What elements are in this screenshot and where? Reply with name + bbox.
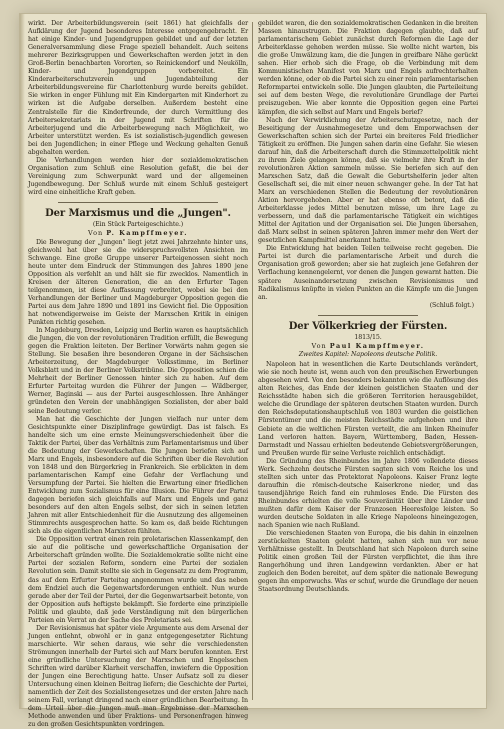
section-rule bbox=[58, 202, 218, 203]
left-top-paragraph: Die Verhandlungen werden hier der sozialdemokratischen Organisation zum Schluß eine Resolution gefaßt, die bei der Vereinigung zum Schwerpunkt ward und der allgemeinen Jugendbewegung. Der Schluß wurde mit einem Schluß gesteigert wird eine einheitliche Kraft geben. bbox=[28, 156, 248, 196]
article-paragraph: Die Gründung des Rheinbundes im Jahre 1806 vollendete dieses Werk. Sechzehn deutsche Fürsten sagten sich vom Reiche los und stellten sich unter das Protektorat Napoleons. Kaiser Franz legte daraufhin die römisch-deutsche Kaiserkrone nieder, und das tausendjährige Reich fand ein ruhmloses Ende. Die Fürsten des Rheinbundes erhielten die volle Souveränität über ihre Länder und mußten dafür dem Kaiser der Franzosen Heeresfolge leisten. So wurden deutsche Soldaten in alle Kriege Napoleons hineingezogen, nach Spanien wie nach Rußland. bbox=[258, 457, 478, 530]
left-top-paragraph: wirkt. Der Arbeiterbildungsverein (seit 1861) hat gleichfalls der Aufklärung der Jugend besonderes Interesse entgegengebracht. Er hat einige Kinder- und Jugendgruppen gebildet und auf der letzten Generalversammlung diese Frage speziell behandelt. Auch seitens mehrerer Bezirksgruppen und Gewerkschaften werden jetzt in den Groß-Berlin benachbarten Vororten, so Reinickendorf und Neukölln, Kinder- und Jugendgruppen vorbereitet. Ein Kinderarbeiterschutzverein und Jugendabteilung der Arbeiterbildungsvereine für Charlottenburg wurde bereits gebildet. Sie wirken in enger Fühlung mit Ein Kindergarten mit Kinderhort zu wirken ist die Aufgabe derselben. Außerdem besteht eine Zentralstelle für die Kinderfreunde, der durch Vermittlung des Arbeitersekretariats in der Jugend mit Schriften für die Arbeiterjugend und die Arbeiterbewegung nach Möglichkeit, wo Arbeiter unterstützt werden. Es ist sozialistisch-jugendlich gewesen bei den Jugendlichen; in einer Pflege und Weckung gehalten Genuß abgehalten werden. bbox=[28, 20, 248, 156]
column-divider bbox=[252, 22, 253, 700]
right-top-paragraph: gebildet waren, die den sozialdemokratischen Gedanken in die breiten Massen hinaustrugen. Die Fraktion dagegen glaubte, daß auf parlamentarischem Gebiet zunächst durch Reformen die Lage der Arbeiterklasse gehoben werden müsse. Sie wollte nicht warten, bis die große Umwälzung kam, die die Jungen in greifbare Nähe gerückt sahen. Hier erhob sich die Frage, ob die Verbindung mit dem Kommunistischen Manifest von Marx und Engels aufrechterhalten werden könne, oder ob die Partei sich zu einer rein parlamentarischen Reformpartei entwickeln solle. Die Jungen glaubten, die Parteileitung sei auf dem besten Wege, die revolutionäre Grundlage der Partei preiszugeben. Wie aber konnte die Opposition gegen eine Partei kämpfen, die sich selbst auf Marx und Engels berief? bbox=[258, 20, 478, 116]
continuation-note: (Schluß folgt.) bbox=[429, 301, 474, 309]
article-paragraph: Napoleon hat in wesentlichen die Karte Deutschlands verändert, wie sie noch heute ist, wenn auch von den preußischen Erwerbungen abgesehen wird. Von den besonders bekannten wie die Auflösung des alten Reiches, das Ende der kleinen geistlichen Staaten und der Reichsstädte haben sich die größeren Territorien herausgebildet, welche die Grundlage der späteren deutschen Staaten wurden. Durch den Reichsdeputationshauptschluß von 1803 wurden die geistlichen Fürstentümer und die meisten Reichsstädte aufgehoben und ihre Gebiete an die weltlichen Fürsten verteilt, die am linken Rheinufer Land verloren hatten. Bayern, Württemberg, Baden, Hessen-Darmstadt und Nassau erhielten bedeutende Gebietsvergrößerungen, und Preußen wurde für seine Verluste reichlich entschädigt. bbox=[258, 361, 478, 457]
article-paragraph: In Magdeburg, Dresden, Leipzig und Berlin waren es hauptsächlich die Jungen, die von der revolutionären Tradition erfüllt, die Bewegung gegen die Fraktion leiteten. Der Berliner Vorwärts nahm gegen sie Stellung. Sie besaßen ihre besonderen Organe in der Sächsischen Arbeiterzeitung, der Magdeburger Volksstimme, im Berliner Volksblatt und in der Berliner Volkstribüne. Die Opposition schien die Mehrheit der Berliner Genossen hinter sich zu haben. Auf dem Erfurter Parteitag wurden die Führer der Jungen — Wildberger, Werner, Baginski — aus der Partei ausgeschlossen. Ihre Anhänger gründeten den Verein der unabhängigen Sozialisten, der aber bald seine Bedeutung verlor. bbox=[28, 327, 248, 415]
byline-prefix: Von bbox=[87, 229, 104, 238]
article-byline bbox=[28, 229, 248, 238]
article-paragraph: Man hat die Geschichte der Jungen vielfach nur unter dem Gesichtspunkte einer Disziplinfrage gewürdigt. Das ist falsch. Es handelte sich um eine ernste Meinungsverschiedenheit über die Taktik der Partei, über das Verhältnis zum Parlamentarismus und über die Bedeutung der Gewerkschaften. Die Jungen beriefen sich auf Marx und Engels, insbesondere auf die Schriften über die Revolution von 1848 und den Bürgerkrieg in Frankreich. Sie erblickten in dem parlamentarischen Kampf eine Gefahr der Verflachung und Versumpfung der Partei. Sie hielten die Erwartung einer friedlichen Entwicklung zum Sozialismus für eine Illusion. Die Führer der Partei dagegen beriefen sich gleichfalls auf Marx und Engels und ganz besonders auf den alten Engels selbst, der sich in seinen letzten Jahren mit aller Entschiedenheit für die Ausnutzung des allgemeinen Stimmrechts ausgesprochen hatte. So kam es, daß beide Richtungen sich als die eigentlichen Marxisten fühlten. bbox=[28, 415, 248, 536]
article-byline bbox=[258, 342, 478, 351]
article-years: 1813/15. bbox=[354, 333, 382, 341]
byline-prefix: Von bbox=[311, 341, 327, 350]
article-paragraph: Die Opposition vertrat einen rein proletarischen Klassenkampf, den sie auf die politische und gewerkschaftliche Organisation der Arbeiterschaft gründen wollte. Die Sozialdemokratie sollte nicht eine Partei der sozialen Reform, sondern eine Partei der sozialen Revolution sein. Damit stellte sie sich in Gegensatz zu dem Programm, das auf dem Erfurter Parteitag angenommen wurde und das neben dem Endziel auch die Gegenwartsforderungen enthielt. Nun wurde gerade aber der Teil der Partei, der die Gegenwartsarbeit betonte, von der Opposition aufs heftigste bekämpft. Sie forderte eine prinzipielle Politik und glaubte, daß jede Verständigung mit den bürgerlichen Parteien ein Verrat an der Sache des Proletariats sei. bbox=[28, 536, 248, 624]
right-column bbox=[258, 20, 478, 702]
section-rule bbox=[318, 315, 418, 316]
article-subtitle: (Ein Stück Parteigeschichte.) bbox=[92, 221, 184, 229]
byline-author: P. Kampffmeyer. bbox=[106, 229, 188, 238]
article-paragraph: Der Revisionismus hat später viele Argumente aus dem Arsenal der Jungen entlehnt, obwohl er in ganz entgegengesetzter Richtung marschierte. Wir sehen daraus, wie sehr die verschiedensten Strömungen innerhalb der Partei sich auf Marx berufen konnten. Erst eine gründliche Untersuchung der Marxschen und Engelsschen Schriften wird darüber Klarheit verschaffen, inwiefern die Opposition der Jungen eine Berechtigung hatte. Unser Aufsatz soll zu dieser Untersuchung einen kleinen Beitrag liefern; die Geschichte der Partei, namentlich der Zeit des Sozialistengesetzes und der ersten Jahre nach seinem Fall, verlangt dringend nach einer gründlichen Bearbeitung. In dem Urteil über die Jungen muß man Ergebnisse der Marxschen Methode anwenden und über Fraktions- und Personenfragen hinweg zu den großen Gesichtspunkten vordringen. bbox=[28, 624, 248, 729]
article-title-voelkerkrieg: Der Völkerkrieg der Fürsten. bbox=[288, 320, 448, 332]
left-column bbox=[28, 20, 248, 729]
article-title-marxismus: Der Marxismus und die „Jungen". bbox=[45, 208, 231, 220]
article-paragraph: Die Bewegung der „Jungen" liegt jetzt zwei Jahrzehnte hinter uns, gleichwohl hat über sie die widerspruchsvollsten Ansichten im Schwange. Eine große Gruppe unserer Parteigenossen sieht noch heute unter dem Eindruck der Stimmungen des Jahres 1890 jene Opposition als verfehlt an und hält sie für zwecklos. Namentlich in Kreisen der älteren Generation, die an den Erfurter Tagen teilgenommen, ist diese Auffassung verbreitet, wobei sie bei den Verhandlungen der Berliner und Magdeburger Opposition gegen die Partei aus dem Jahre 1890 und 1891 ins Gewicht fiel. Die Opposition hat notwendigerweise im Geiste der Marxschen Kritik in einigen Punkten richtig gesehen. bbox=[28, 238, 248, 326]
page-gutter-shadow bbox=[20, 14, 25, 708]
newspaper-page bbox=[20, 14, 486, 729]
article-paragraph: Die verschiedenen Staaten von Europa, die bis dahin in einzelnen zerstückelten Staaten gelebt hatten, sahen sich nun vor neue Verhältnisse gestellt. In Deutschland hat sich Napoleon durch seine Politik einen großen Teil der Fürsten verpflichtet, die ihm ihre Rangerhöhung und ihren Landgewinn verdankten. Aber er hat zugleich den Boden bereitet, auf dem später die nationale Bewegung gegen ihn emporwuchs. Was er schuf, wurde die Grundlage der neuen Staatsordnung Deutschlands. bbox=[258, 530, 478, 594]
right-top-paragraph: Die Entwicklung hat beiden Teilen teilweise recht gegeben. Die Partei ist durch die parlamentarische Arbeit und durch die Organisation groß geworden; aber sie hat zugleich jene Gefahren der Verflachung kennengelernt, vor denen die Jungen gewarnt hatten. Die spätere Auseinandersetzung zwischen Revisionismus und Radikalismus knüpfte in vielen Punkten an die Kämpfe um die Jungen an. bbox=[258, 245, 478, 301]
byline-author: Paul Kampffmeyer. bbox=[329, 341, 425, 350]
right-top-paragraph: Nach der Verwirklichung der Arbeiterschutzgesetze, nach der Beseitigung der Ausnahmegesetze und dem Emporwachsen der Gewerkschaften schien sich der Partei ein breiteres Feld friedlicher Tätigkeit zu eröffnen. Die Jungen sahen darin eine Gefahr. Sie wiesen darauf hin, daß die Arbeiterschaft durch die Stimmzettelpolitik nicht zu ihrem Ziele gelangen könne, daß sie vielmehr ihre Kraft in der revolutionären Aktion sammeln müsse. Sie beriefen sich auf den Marxschen Satz, daß die Gewalt die Geburtshelferin jeder alten Gesellschaft sei, die mit einer neuen schwanger gehe. In der Tat hat Marx an verschiedenen Stellen die Bedeutung der revolutionären Aktion hervorgehoben. Aber er hat ebenso oft betont, daß die Arbeiterklasse jedes Mittel benutzen müsse, um ihre Lage zu verbessern, und daß die parlamentarische Tätigkeit ein wichtiges Mittel der Agitation und der Organisation sei. Die Jungen übersahen, daß Marx selbst in seinen späteren Jahren immer mehr den Wert der gesetzlichen Kampfmittel anerkannt hatte. bbox=[258, 116, 478, 245]
chapter-heading: Zweites Kapitel: Napoleons deutsche Politik. bbox=[298, 351, 438, 359]
